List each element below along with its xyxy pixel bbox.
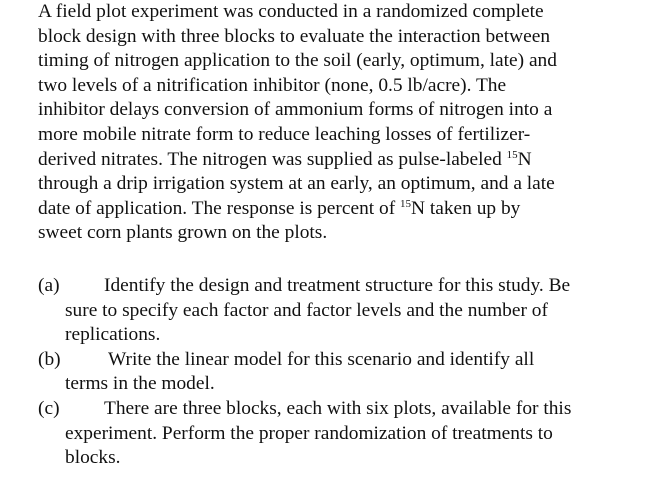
question-b [38,348,648,397]
question-c-first-line [38,397,648,422]
paragraph-spacer [38,246,648,274]
question-text: There are three blocks, each with six plots, available for this [104,397,572,419]
problem-document [38,0,648,471]
question-text: Write the linear model for this scenario and identify all [108,348,535,370]
question-a [38,274,648,348]
intro-line-10: sweet corn plants grown on the plots. [38,222,328,244]
intro-line-6: more mobile nitrate form to reduce leaching losses of fertilizer- [38,123,531,145]
question-text: Identify the design and treatment structure for this study. Be [104,274,571,296]
intro-line-7-text: derived nitrates. The nitrogen was supplied as pulse-labeled [38,148,507,170]
intro-line-1: A field plot experiment was conducted in a randomized complete [38,1,544,22]
question-label: (c) [38,397,60,419]
intro-line-5: inhibitor delays conversion of ammonium forms of nitrogen into a [38,99,553,121]
intro-line-8: through a drip irrigation system at an early, an optimum, and a late [38,173,555,195]
isotope-superscript: 15 [400,197,412,210]
question-c [38,397,648,471]
isotope-superscript: 15 [506,148,518,161]
intro-line-9-end: N taken up by [411,197,521,219]
intro-line-7 [38,148,648,173]
intro-line-9 [38,197,648,222]
intro-paragraph [38,0,648,246]
question-label: (a) [38,274,60,296]
intro-line-7-end: N [517,148,532,170]
intro-line-9-text: date of application. The response is percent of [38,197,401,219]
intro-line-3: timing of nitrogen application to the soil (early, optimum, late) and [38,50,557,72]
question-a-line-2: sure to specify each factor and factor levels and the number of [65,299,548,321]
intro-line-4: two levels of a nitrification inhibitor (none, 0.5 lb/acre). The [38,74,507,96]
question-b-first-line [38,348,648,373]
intro-line-2: block design with three blocks to evaluate the interaction between [38,25,551,47]
question-label: (b) [38,348,61,370]
question-a-first-line [38,274,648,299]
question-b-line-2: terms in the model. [65,373,215,395]
question-a-line-3: replications. [65,324,161,346]
question-c-line-3: blocks. [65,447,121,469]
question-c-line-2: experiment. Perform the proper randomization of treatments to [65,422,553,444]
